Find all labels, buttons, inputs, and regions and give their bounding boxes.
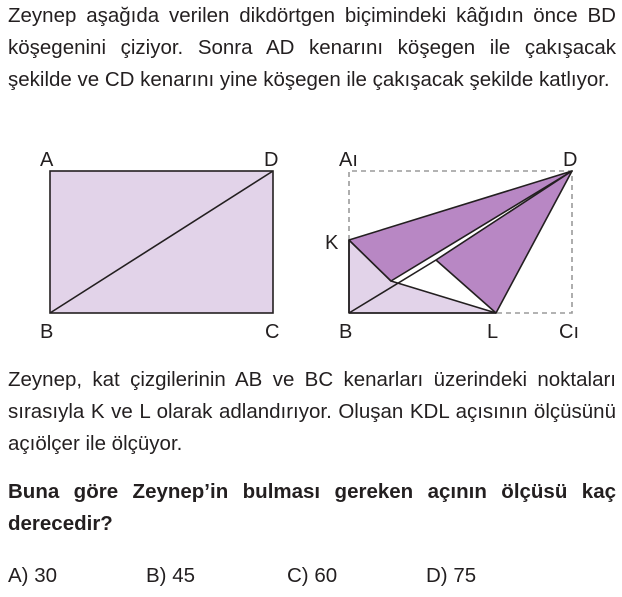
option-b[interactable]	[146, 562, 195, 590]
option-c[interactable]	[287, 562, 337, 590]
option-value: 60	[314, 564, 338, 587]
question-prompt: Buna göre Zeynep’in bulması gereken açının ölçüsü kaç derecedir?	[8, 480, 616, 535]
option-letter: B)	[146, 564, 167, 587]
label-l: L	[487, 321, 499, 343]
option-value: 30	[34, 564, 58, 587]
question-body: Zeynep, kat çizgilerinin AB ve BC kenarları üzerindeki noktaları sırasıyla K ve L olarak adlandırıyor. Oluşan KDL açısının ölçüsünü açıölçer ile ölçüyor.	[8, 368, 616, 455]
label-b: B	[40, 321, 54, 343]
option-letter: A)	[8, 564, 29, 587]
question-intro: Zeynep aşağıda verilen dikdörtgen biçimindeki kâğıdın önce BD köşegenini çiziyor. Sonra AD kenarını köşegen ile çakışacak şekilde ve CD kenarını yine köşegen ile çakışacak şekilde katlıyor.	[8, 4, 616, 91]
label-a: A	[40, 149, 54, 171]
figures	[0, 140, 622, 355]
label-k: K	[325, 232, 339, 254]
label-d2: D	[563, 149, 578, 171]
option-value: 75	[453, 564, 477, 587]
label-a-prime: Aı	[339, 149, 358, 171]
label-b2: B	[339, 321, 353, 343]
label-d: D	[264, 149, 279, 171]
option-letter: D)	[426, 564, 448, 587]
option-value: 45	[172, 564, 196, 587]
option-letter: C)	[287, 564, 309, 587]
option-a[interactable]	[8, 562, 57, 590]
figure-rectangle	[40, 149, 279, 343]
option-d[interactable]	[426, 562, 476, 590]
label-c: C	[265, 321, 280, 343]
label-c-prime: Cı	[559, 321, 579, 343]
figure-folded	[325, 149, 579, 343]
